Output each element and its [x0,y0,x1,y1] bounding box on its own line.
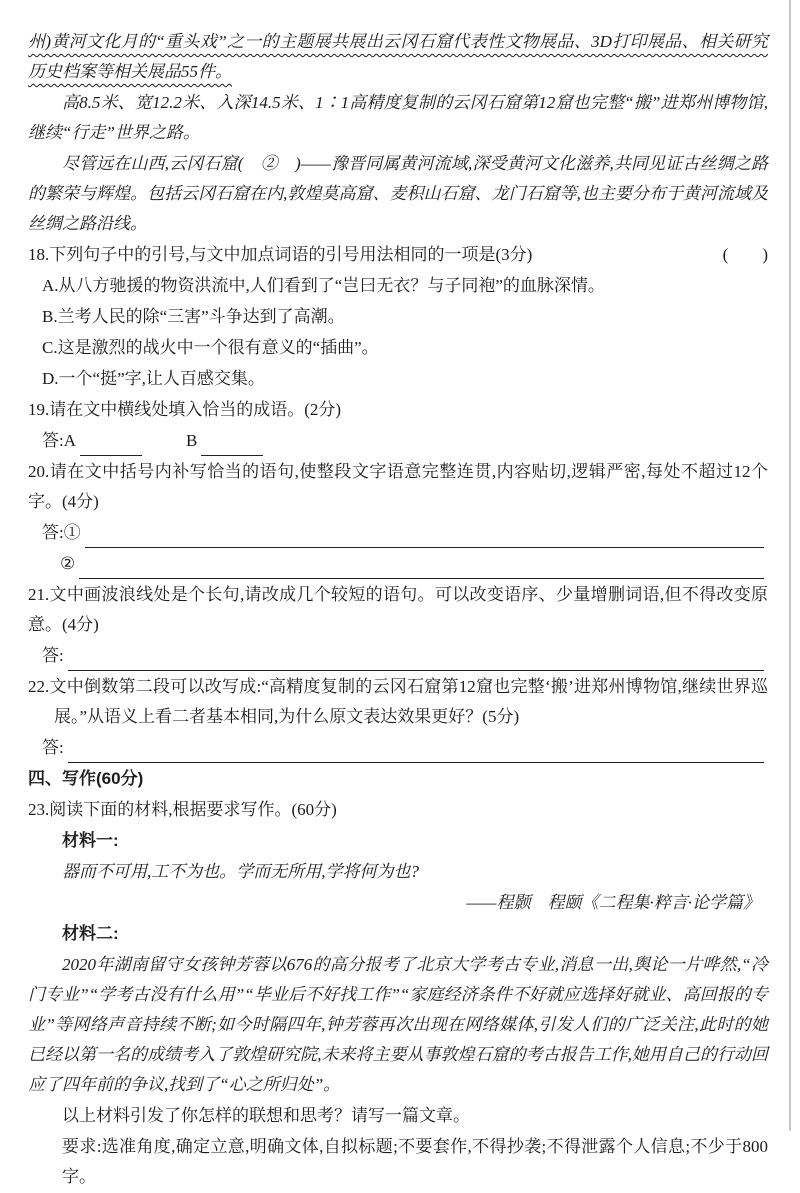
material-2-label: 材料二: [62,924,119,943]
question-22-stem: 22.文中倒数第二段可以改写成:“高精度复制的云冈石窟第12窟也完整‘搬’进郑州博物馆,继续世界巡展。”从语义上看二者基本相同,为什么原文表达效果更好？(5分) [28,677,768,726]
material-1-text: 器而不可用,工不为也。学而无所用,学将何为也? [62,862,419,881]
question-18-option-c: C.这是激烈的战火中一个很有意义的“插曲”。 [42,338,379,357]
question-19-answer-prefix: 答:A [42,431,76,450]
answer-blank-20-1 [85,525,764,548]
material-1-label: 材料一: [62,831,119,850]
question-18-option-b: B.兰考人民的除“三害”斗争达到了高潮。 [42,307,345,326]
question-21-stem: 21.文中画波浪线处是个长句,请改成几个较短的语句。可以改变语序、少量增删词语,但不得改变原意。(4分) [28,585,768,634]
answer-blank-21 [68,648,764,671]
passage-paragraph-1-wavy-underlined: 州)黄河文化月的“重头戏”之一的主题展共展出云冈石窟代表性文物展品、3D打印展品、相关研究历史档案等相关展品55件。 [28,32,768,81]
answer-blank-19b [201,433,263,456]
exam-content [28,26,768,1193]
question-19-stem: 19.请在文中横线处填入恰当的成语。(2分) [28,400,342,419]
question-18-option-d: D.一个“挺”字,让人百感交集。 [42,369,265,388]
question-20-answer-prefix-2: ② [60,554,76,573]
answer-blank-22 [68,740,764,763]
question-18-option-a: A.从八方驰援的物资洪流中,人们看到了“岂曰无衣？与子同袍”的血脉深情。 [42,276,605,295]
question-22-answer-prefix: 答: [42,738,64,757]
question-20-stem: 20.请在文中括号内补写恰当的语句,使整段文字语意完整连贯,内容贴切,逻辑严密,每处不超过12个字。(4分) [28,462,768,511]
question-20-answer-line-2 [28,549,768,579]
question-20-answer-line-1 [28,518,768,548]
question-18-answer-bracket: ( ) [722,245,768,264]
question-18 [28,240,768,270]
answer-blank-19a [80,433,142,456]
question-20-answer-prefix-1: 答:① [42,523,81,542]
question-21-answer-line [28,641,768,671]
material-2-text: 2020年湖南留守女孩钟芳蓉以676的高分报考了北京大学考古专业,消息一出,舆论一片哗然,“冷门专业”“学考古没有什么用”“毕业后不好找工作”“家庭经济条件不好就应选择好就业、高回报的专业”等网络声音持续不断;如今时隔四年,钟芳蓉再次出现在网络媒体,引发人们的广泛关注,此时的她已经以第一名的成绩考入了敦煌研究院,未来将主要从事敦煌石窟的考古报告工作,她用自己的行动回应了四年前的争议,找到了“心之所归处”。 [28,955,768,1094]
question-23-stem: 23.阅读下面的材料,根据要求写作。(60分) [28,800,337,819]
question-23-closing-prompt: 以上材料引发了你怎样的联想和思考？请写一篇文章。 [62,1106,470,1125]
answer-blank-20-2 [79,556,764,579]
question-18-stem: 18.下列句子中的引号,与文中加点词语的引号用法相同的一项是(3分) [28,245,533,264]
material-1-attribution: ——程颢 程颐《二程集·粹言·论学篇》 [466,893,760,912]
question-23-requirements: 要求:选准角度,确定立意,明确文体,自拟标题;不要套作,不得抄袭;不得泄露个人信息;不少于800字。 [62,1137,768,1186]
question-21-answer-prefix: 答: [42,646,64,665]
passage-paragraph-3: 尽管远在山西,云冈石窟( ② )——豫晋同属黄河流域,深受黄河文化滋养,共同见证古丝绸之路的繁荣与辉煌。包括云冈石窟在内,敦煌莫高窟、麦积山石窟、龙门石窟等,也主要分布于黄河流域及丝绸之路沿线。 [28,154,768,233]
question-19-answer-mid: B [186,431,198,450]
section-4-writing-title: 四、写作(60分) [28,769,144,788]
question-22-answer-line [28,733,768,763]
question-19-answer-line [28,426,768,456]
scan-edge-line [789,0,791,1131]
passage-paragraph-2: 高8.5米、宽12.2米、入深14.5米、1∶1高精度复制的云冈石窟第12窟也完整“搬”进郑州博物馆,继续“行走”世界之路。 [28,93,768,142]
